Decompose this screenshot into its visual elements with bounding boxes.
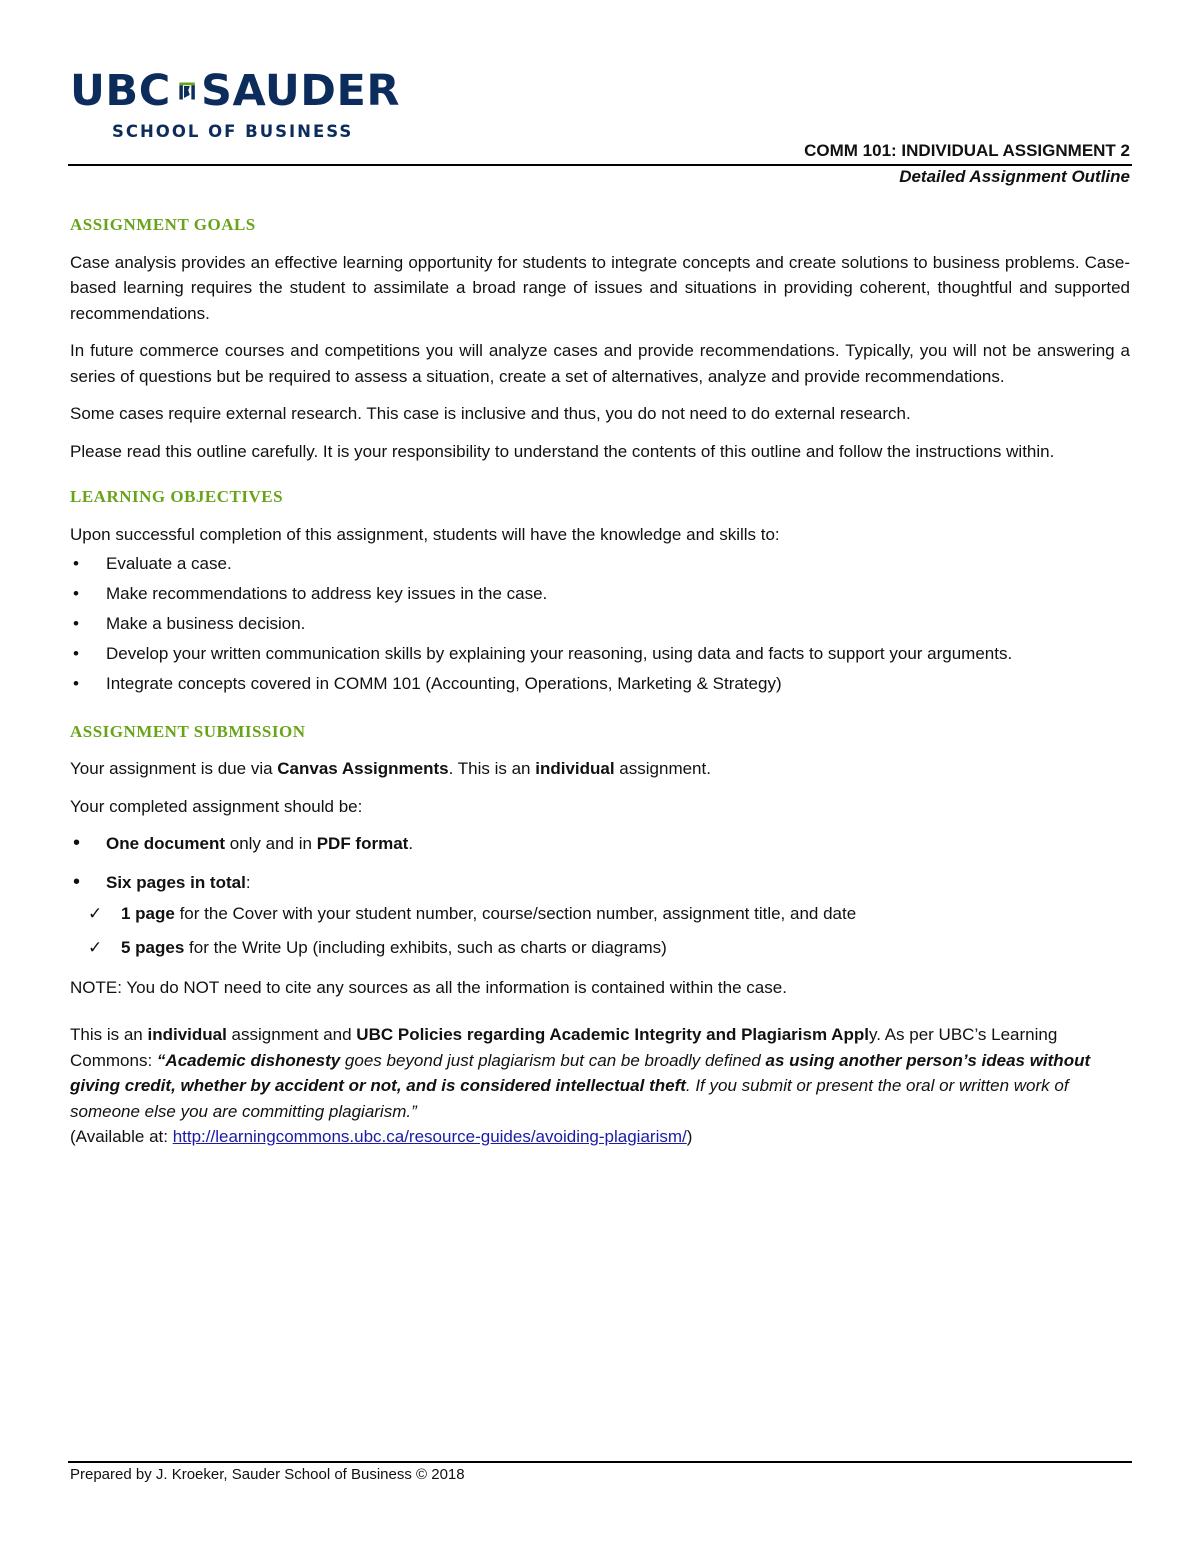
document-subtitle: Detailed Assignment Outline <box>899 167 1130 186</box>
objectives-heading: LEARNING OBJECTIVES <box>70 487 284 506</box>
requirement-format: • One document only and in PDF format. <box>70 831 1130 857</box>
ubc-sauder-logo <box>70 66 400 146</box>
requirement-pages: • Six pages in total: <box>70 870 1130 896</box>
page-breakdown-cover: ✓ 1 page for the Cover with your student number, course/section number, assignment title, and date <box>70 901 1130 927</box>
submission-due: Your assignment is due via Canvas Assignments. This is an individual assignment. <box>70 759 711 778</box>
list-item: • Evaluate a case. <box>70 551 1130 577</box>
goals-paragraph-4: Please read this outline carefully. It is your responsibility to understand the contents of this outline and follow the instructions within. <box>70 441 1055 461</box>
checkmark-icon: ✓ <box>88 938 103 957</box>
document-title: COMM 101: INDIVIDUAL ASSIGNMENT 2 <box>804 141 1130 160</box>
submission-requirements <box>70 831 1130 895</box>
footer-text: Prepared by J. Kroeker, Sauder School of Business © 2018 <box>70 1466 465 1483</box>
ubc-shield-icon <box>179 69 195 113</box>
goals-heading: ASSIGNMENT GOALS <box>70 215 256 234</box>
plagiarism-guide-link[interactable]: http://learningcommons.ubc.ca/resource-guides/avoiding-plagiarism/ <box>172 1127 687 1146</box>
list-item: • Integrate concepts covered in COMM 101 (Accounting, Operations, Marketing & Strategy) <box>70 671 1130 697</box>
submission-heading: ASSIGNMENT SUBMISSION <box>70 721 306 741</box>
document-body <box>70 212 1130 1162</box>
submission-should-be: Your completed assignment should be: <box>70 796 363 816</box>
goals-paragraph-3: Some cases require external research. This case is inclusive and thus, you do not need to do external research. <box>70 404 911 423</box>
header-divider <box>68 164 1132 166</box>
list-item: • Make recommendations to address key issues in the case. <box>70 581 1130 607</box>
page-breakdown-list <box>70 901 1130 961</box>
page-breakdown-writeup: ✓ 5 pages for the Write Up (including exhibits, such as charts or diagrams) <box>70 935 1130 961</box>
footer-divider <box>68 1461 1132 1463</box>
logo-subtitle: SCHOOL OF BUSINESS <box>112 122 354 141</box>
checkmark-icon: ✓ <box>88 904 103 923</box>
submission-note: NOTE: You do NOT need to cite any sources as all the information is contained within the case. <box>70 977 787 997</box>
logo-ubc-text: UBC <box>70 66 171 116</box>
objectives-list <box>70 551 1130 697</box>
goals-paragraph-1: Case analysis provides an effective learning opportunity for students to integrate concepts and create solutions to business problems. Case-based learning requires the student to assimilate a broad range of issues and situations in providing coherent, thoughtful and supported recommendations. <box>70 252 1130 323</box>
goals-paragraph-2: In future commerce courses and competitions you will analyze cases and provide recommendations. Typically, you will not be answering a series of questions but be required to assess a situation, create a set of alternatives, analyze and provide recommendations. <box>70 341 1130 386</box>
objectives-intro: Upon successful completion of this assignment, students will have the knowledge and skills to: <box>70 524 780 544</box>
list-item: • Make a business decision. <box>70 611 1130 637</box>
logo-sauder-text: SAUDER <box>200 66 400 116</box>
integrity-paragraph: This is an individual assignment and UBC Policies regarding Academic Integrity and Plagiarism Apply. As per UBC’s Learning Commons: “Academic dishonesty goes beyond just plagiarism but can be broadly defined as using another person’s ideas without giving credit, whether by accident or not, and is considered intellectual theft. If you submit or present the oral or written work of someone else you are committing plagiarism.” (Available at: http://learningcommons.ubc.ca/resource-guides/avoiding-plagiarism/) <box>70 1025 1091 1146</box>
list-item: • Develop your written communication skills by explaining your reasoning, using data and facts to support your arguments. <box>70 641 1130 667</box>
